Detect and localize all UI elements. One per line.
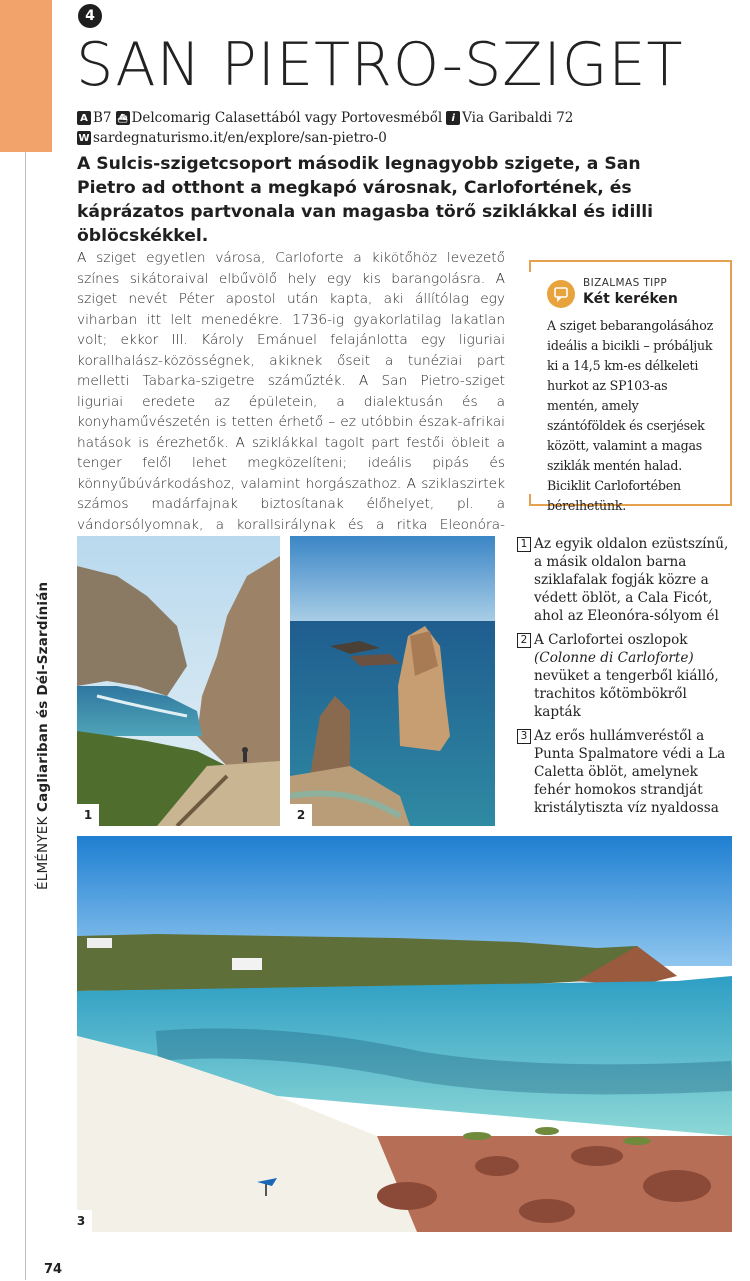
body-paragraph: A sziget egyetlen városa, Carloforte a kikötőhöz levezető színes sikátoraival elbűvölő hely egy kis barangolásra. A sziget nevét Péter apostol után kapta, aki állítólag egy viharban itt lelt menedékre. 1736-ig gyakorlatilag lakatlan volt; ekkor III. Károly Emánuel felajánlotta egy liguriai korallhalász-közösségnek, akiknek őseit a tunéziai part melletti Tabarka-szigetre száműzték. A San Pietro-sziget liguriai eredete az épületein, a dialektusán és a konyhaművészetén is tetten érhető – ez utóbbin észak-afrikai hatások is érezhetők. A sziklákkal tagolt part festői öbleit a tenger felől lehet megközelíteni; ideális pipás és könnyűbúvárkodáshoz, valamint horgászathoz. A sziklaszirtek számos madárfajnak biztosítanak élőhelyet, pl. a vándorsólyomnak, a korallsirálynak és a ritka Eleonóra-	[77, 250, 505, 533]
photo-la-caletta	[77, 836, 732, 1232]
caption-text-part: nevüket a tengerből kiálló, trachitos kőtömbökről kapták	[534, 668, 719, 720]
caption-text-part: A Carlofortei oszlopok	[534, 632, 688, 648]
website-link[interactable]: sardegnaturismo.it/en/explore/san-pietro-0	[93, 130, 387, 146]
photo-tag-3: 3	[77, 1210, 92, 1232]
tip-title: Két keréken	[583, 291, 678, 307]
side-rule	[25, 152, 26, 1280]
photo-colonne	[290, 536, 495, 826]
caption-number: 1	[517, 537, 531, 552]
tip-body: A sziget bebarangolásához ideális a bicikli – próbáljuk ki a 14,5 km-es délkeleti hurkot az SP103-as mentén, amely szántóföldek és cserjések között, valamint a magas sziklák mentén halad. Biciklit Carlofortében bérelhetünk.	[547, 318, 714, 513]
tip-corner-top	[529, 260, 541, 262]
caption-2	[517, 631, 737, 721]
caption-italic: (Colonne di Carloforte)	[534, 650, 694, 666]
map-reference: B7	[93, 110, 112, 126]
caption-text: Az egyik oldalon ezüstszínű, a másik oldalon barna sziklafalak fogják közre a védett öblöt, a Cala Ficót, ahol az Eleonóra-sólyom él	[534, 536, 729, 624]
tip-kicker: BIZALMAS TIPP	[583, 277, 668, 289]
caption-text: Az erős hullámveréstől a Punta Spalmatore védi a La Caletta öblöt, amelynek fehér homokos strandját kristálytiszta víz nyaldossa	[534, 728, 726, 816]
side-section-label	[33, 160, 53, 890]
chapter-color-tab	[0, 0, 52, 152]
map-icon: A	[77, 111, 91, 125]
photo-cala-fico	[77, 536, 280, 826]
info-block	[77, 108, 577, 148]
chapter-number-badge: 4	[78, 4, 102, 28]
caption-3	[517, 727, 737, 817]
caption-number: 3	[517, 729, 531, 744]
lead-paragraph: A Sulcis-szigetcsoport második legnagyobb szigete, a San Pietro ad otthont a megkapó városnak, Carlofortének, és káprázatos partvonala van magasba törő sziklákkal és idilli öblöcskékkel.	[77, 154, 654, 246]
page-number: 74	[44, 1262, 63, 1277]
side-label-light: ÉLMÉNYEK	[35, 811, 51, 890]
ferry-info: Delcomarig Calasettából vagy Portovesméből	[131, 110, 443, 126]
side-label-bold: Cagliariban és Dél-Szardínián	[35, 581, 51, 812]
photo-captions	[517, 535, 737, 823]
caption-text	[534, 631, 737, 721]
web-icon: W	[78, 132, 90, 144]
info-address: Via Garibaldi 72	[462, 110, 574, 126]
ferry-icon: ⛴	[116, 111, 130, 125]
info-icon: i	[446, 111, 460, 125]
tip-corner-bottom	[529, 504, 541, 506]
caption-1	[517, 535, 737, 625]
speech-bubble-icon	[547, 280, 575, 308]
page-title: SAN PIETRO-SZIGET	[76, 30, 684, 100]
caption-number: 2	[517, 633, 531, 648]
photo-tag-1: 1	[77, 804, 99, 826]
photo-tag-2: 2	[290, 804, 312, 826]
